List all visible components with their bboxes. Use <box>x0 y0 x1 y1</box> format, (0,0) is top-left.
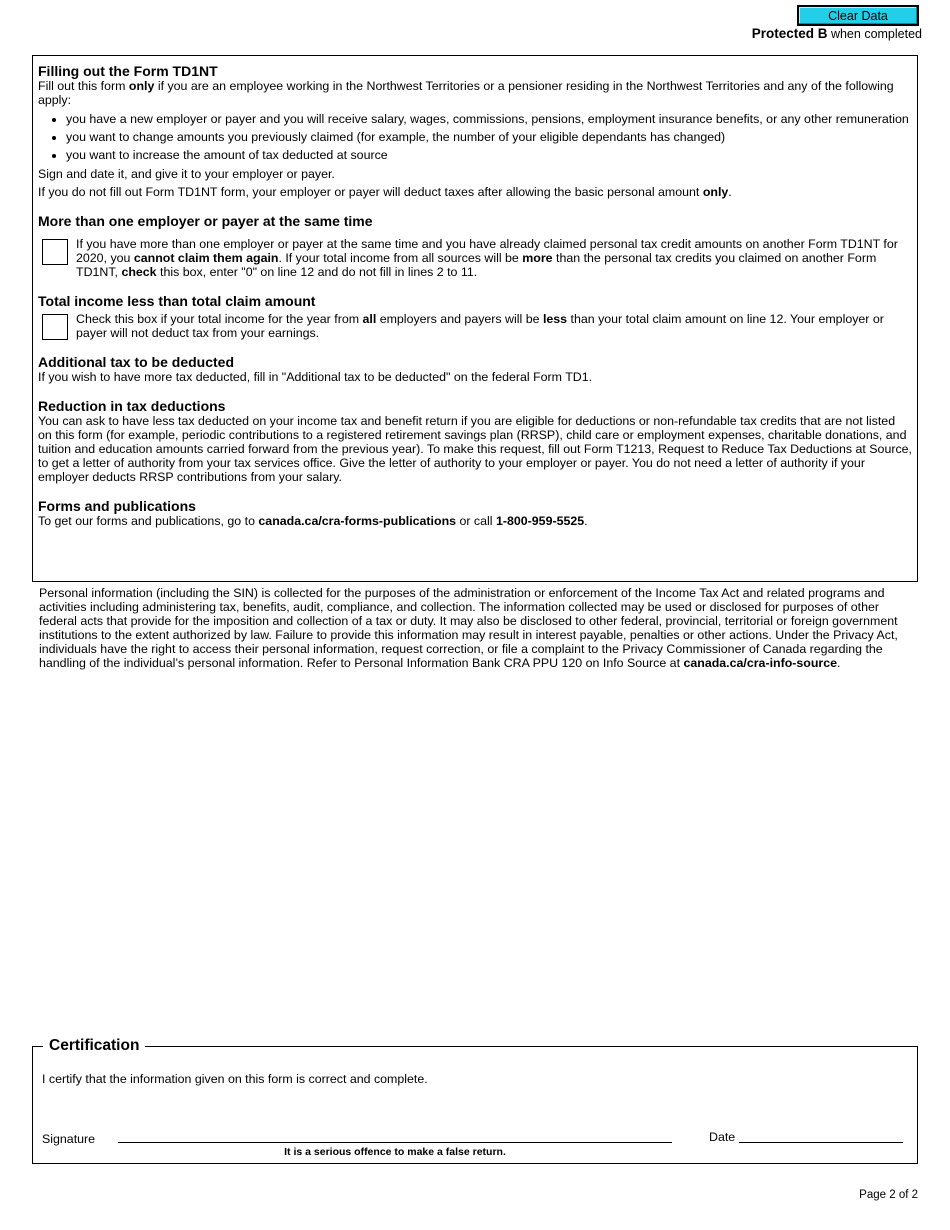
total-income-checkbox[interactable] <box>42 314 68 340</box>
total-income-title: Total income less than total claim amount <box>38 293 316 309</box>
clear-data-button[interactable]: Clear Data <box>797 5 919 26</box>
reduction-section <box>38 398 912 484</box>
list-item: • you want to change amounts you previously claimed (for example, the number of your eligible dependants has changed) <box>66 130 912 144</box>
certification-title: Certification <box>43 1036 145 1056</box>
filling-bullet-list <box>38 112 912 162</box>
basic-amount-note: If you do not fill out Form TD1NT form, your employer or payer will deduct taxes after allowing the basic personal amount only. <box>38 185 732 199</box>
total-income-text: Check this box if your total income for the year from all employers and payers will be less than your total claim amount on line 12. Your employer or payer will not deduct tax from your earnings. <box>76 312 884 340</box>
phone-number: 1-800-959-5525 <box>495 514 585 528</box>
date-field[interactable] <box>739 1142 903 1143</box>
false-return-warning: It is a serious offence to make a false return. <box>284 1146 506 1158</box>
more-than-one-title: More than one employer or payer at the same time <box>38 213 373 229</box>
forms-section <box>38 498 912 528</box>
signature-label: Signature <box>42 1132 96 1146</box>
date-label: Date <box>709 1130 736 1144</box>
list-item: • you want to increase the amount of tax deducted at source <box>66 148 912 162</box>
protected-b-label: Protected B when completed <box>751 26 922 41</box>
info-source-link[interactable]: canada.ca/cra-info-source <box>683 656 838 670</box>
certification-statement: I certify that the information given on this form is correct and complete. <box>42 1072 428 1086</box>
more-than-one-checkbox[interactable] <box>42 239 68 265</box>
additional-tax-section <box>38 354 912 384</box>
reduction-text: You can ask to have less tax deducted on your income tax and benefit return if you are eligible for deductions or non-refundable tax credits that are not listed on this form (for example, periodic contributions to a registered retirement savings plan (RRSP), child care or employment expenses, charitable donations, and tuition and education amounts carried forward from the previous year). To make this request, fill out Form T1213, Request to Reduce Tax Deductions at Source, to get a letter of authority from your tax services office. Give the letter of authority to your employer or payer. You do not need a letter of authority if your employer deducts RRSP contributions from your salary. <box>38 414 912 484</box>
instructions-box <box>32 55 918 582</box>
additional-tax-title: Additional tax to be deducted <box>38 354 235 370</box>
total-income-section <box>38 293 912 340</box>
certification-box <box>32 1037 918 1164</box>
sign-instruction: Sign and date it, and give it to your employer or payer. <box>38 167 335 181</box>
forms-text: To get our forms and publications, go to canada.ca/cra-forms-publications or call 1-800-959-5525. <box>38 514 588 528</box>
more-than-one-text: If you have more than one employer or payer at the same time and you have already claimed personal tax credit amounts on another Form TD1NT for 2020, you cannot claim them again. If your total income from all sources will be more than the personal tax credits you claimed on another Form TD1NT, check this box, enter "0" on line 12 and do not fill in lines 2 to 11. <box>76 237 898 279</box>
additional-tax-text: If you wish to have more tax deducted, fill in "Additional tax to be deducted" on the federal Form TD1. <box>38 370 593 384</box>
forms-link[interactable]: canada.ca/cra-forms-publications <box>258 514 457 528</box>
more-than-one-section <box>38 213 912 279</box>
forms-title: Forms and publications <box>38 498 196 514</box>
page-number: Page 2 of 2 <box>859 1189 918 1201</box>
filling-intro: Fill out this form only if you are an employee working in the Northwest Territories or a pensioner residing in the Northwest Territories and any of the following apply: <box>38 79 894 107</box>
reduction-title: Reduction in tax deductions <box>38 398 226 414</box>
signature-field[interactable] <box>118 1142 672 1143</box>
list-item: • you have a new employer or payer and you will receive salary, wages, commissions, pensions, employment insurance benefits, or any other remuneration <box>66 112 912 126</box>
filling-title: Filling out the Form TD1NT <box>38 63 218 79</box>
privacy-notice: Personal information (including the SIN) is collected for the purposes of the administration or enforcement of the Income Tax Act and related programs and activities including administering tax, benefits, audit, compliance, and collection. The information collected may be used or disclosed for purposes of other federal acts that provide for the imposition and collection of a tax or duty. It may also be disclosed to other federal, provincial, territorial or foreign government institutions to the extent authorized by law. Failure to provide this information may result in interest payable, penalties or other actions. Under the Privacy Act, individuals have the right to access their personal information, request correction, or file a complaint to the Privacy Commissioner of Canada regarding the handling of the individual’s personal information. Refer to Personal Information Bank CRA PPU 120 on Info Source at canada.ca/cra-info-source. <box>39 586 898 670</box>
